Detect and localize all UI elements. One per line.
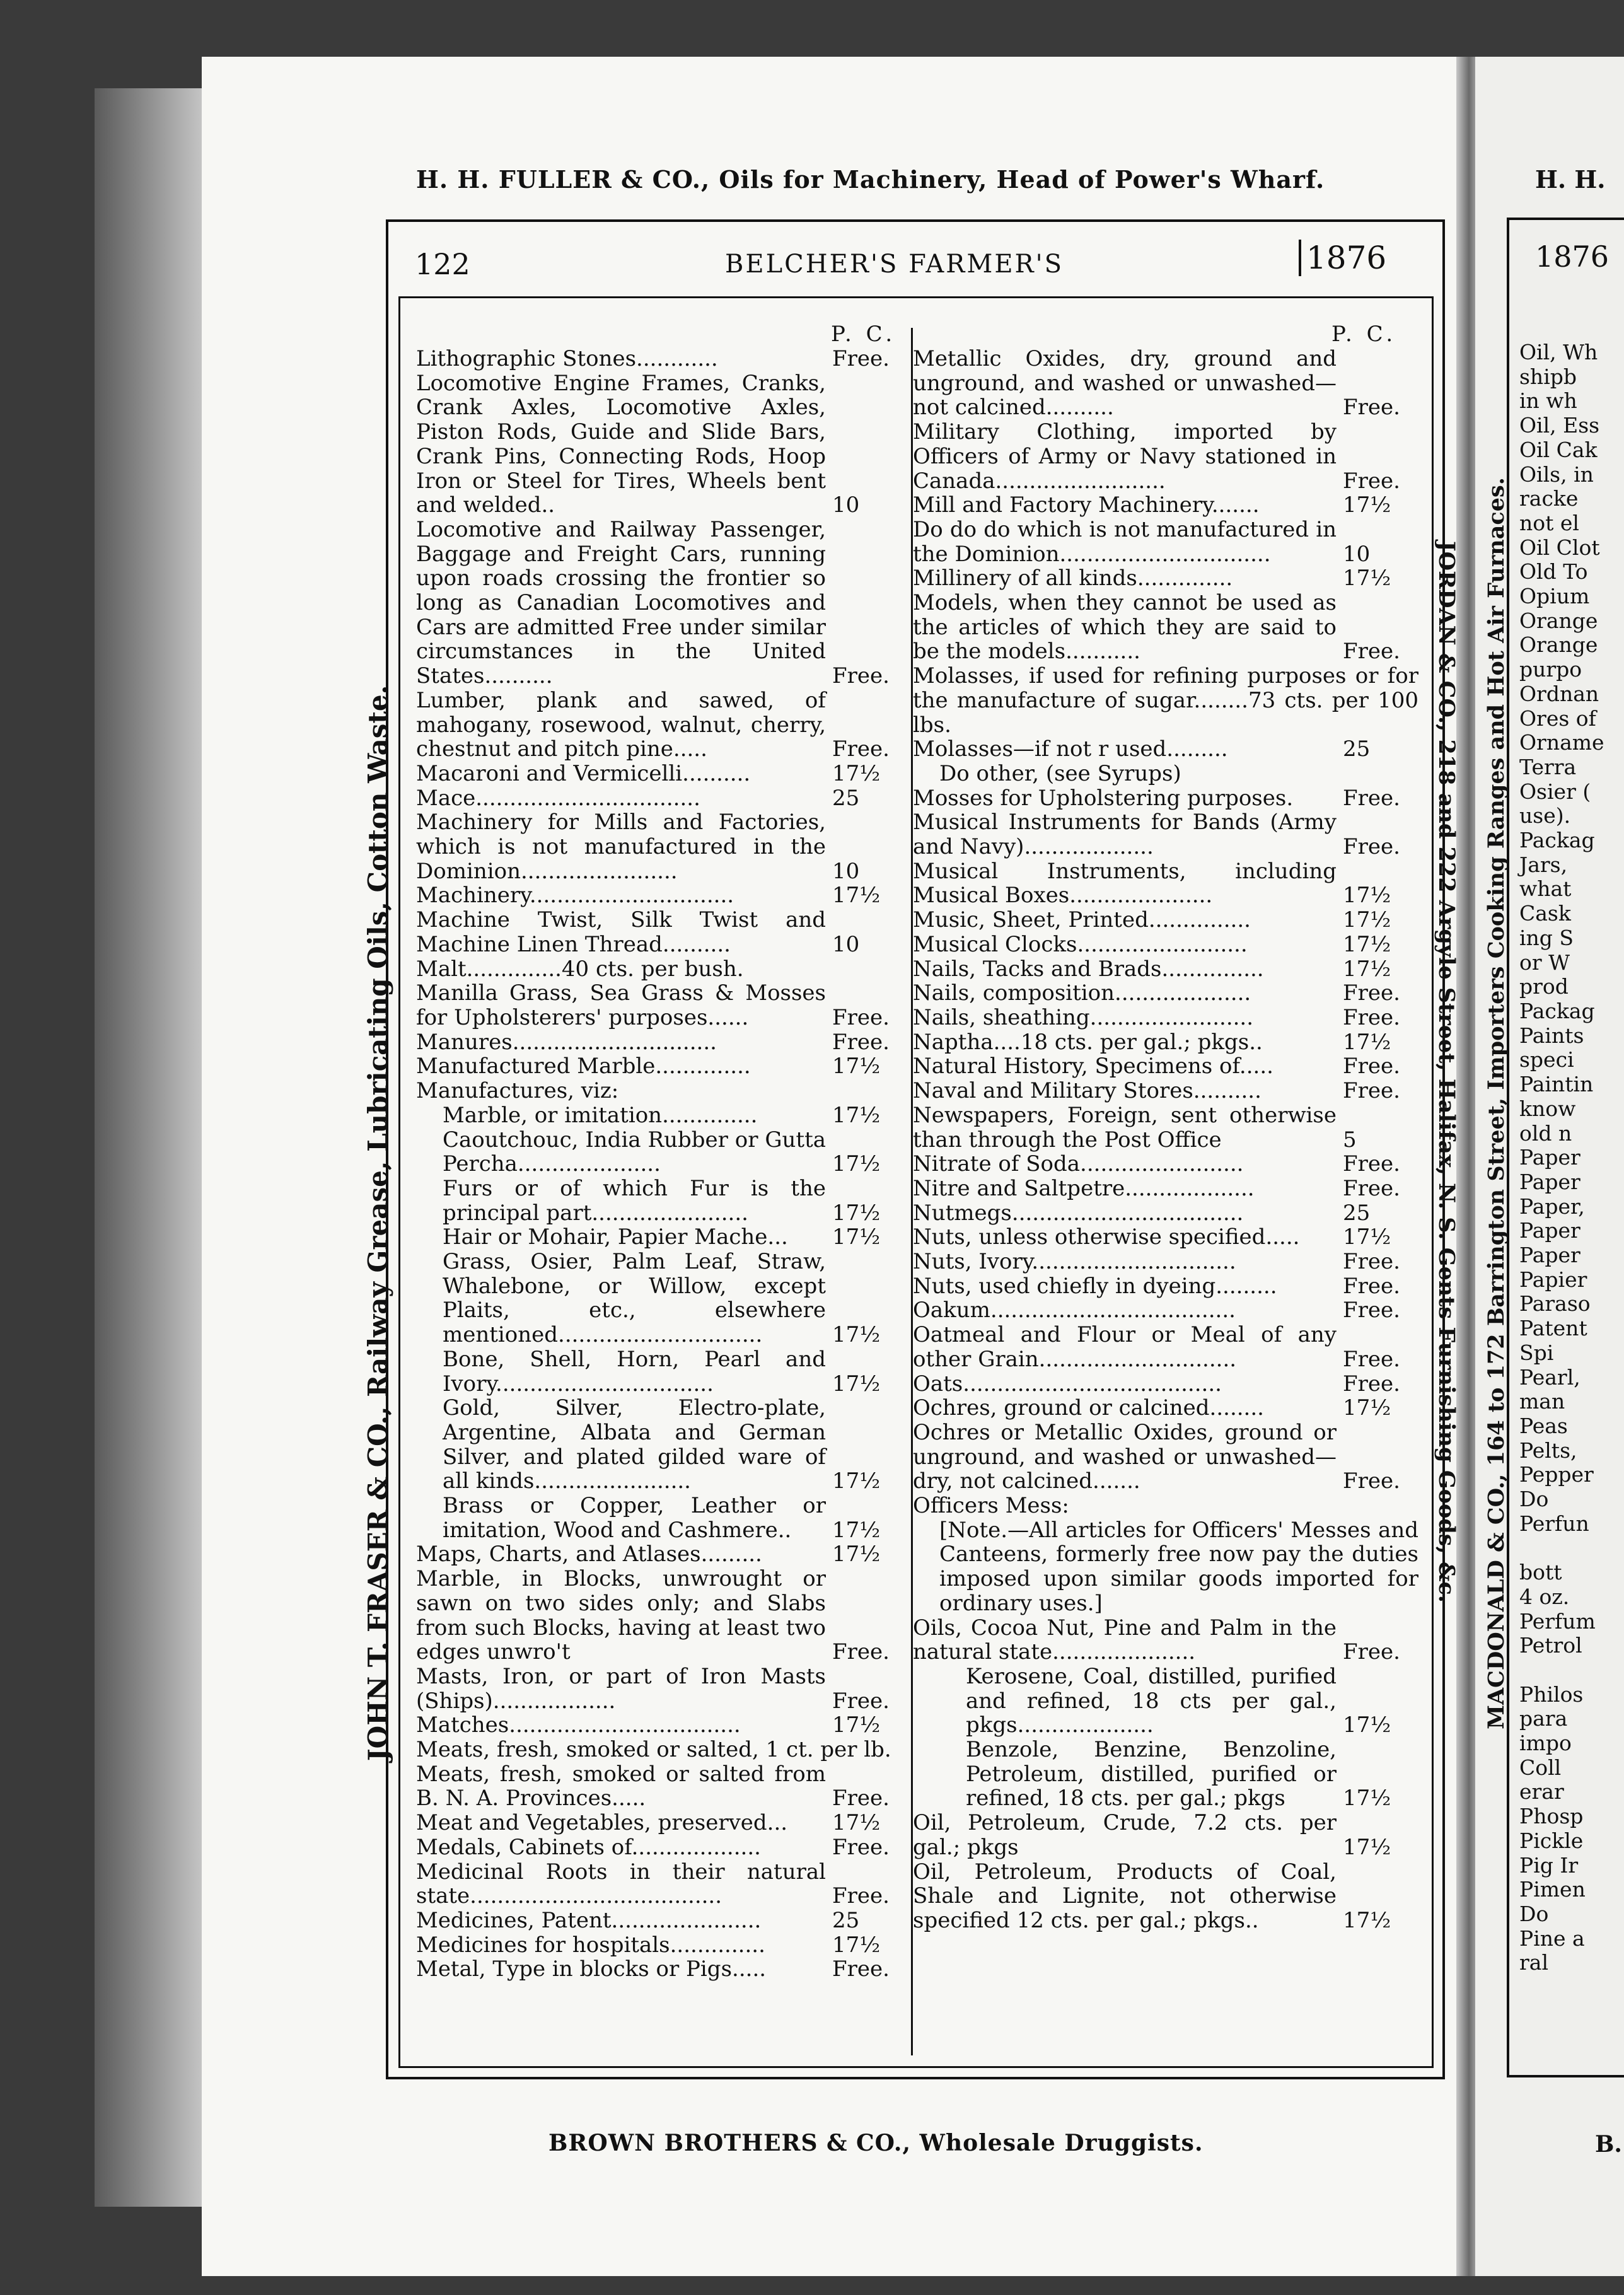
tariff-entry	[913, 1201, 1418, 1226]
adjacent-page-line: Osier (	[1519, 779, 1591, 804]
tariff-entry-rate: Free.	[1343, 1004, 1400, 1030]
adjacent-page-line: Jars,	[1519, 852, 1568, 877]
adjacent-page-line: Petrol	[1519, 1633, 1582, 1658]
tariff-entry-text: Locomotive and Railway Passenger, Baggage and Freight Cars, running upon roads crossing the frontier so long as Canadian Locomotives and Cars are admitted Free under similar circumstances in the United States..........	[416, 516, 826, 689]
tariff-entry-text: Mill and Factory Machinery.......	[913, 492, 1260, 518]
adjacent-page-line: speci	[1519, 1047, 1574, 1072]
tariff-entry	[913, 1811, 1418, 1859]
tariff-entry-text: Matches..................................	[416, 1712, 741, 1738]
tariff-entry	[913, 762, 1418, 786]
adjacent-page-year: 1876	[1535, 240, 1610, 274]
tariff-entry-text: Oats......................................	[913, 1371, 1222, 1397]
adjacent-page-line: ral	[1519, 1950, 1549, 1975]
tariff-entry-rate: 17½	[832, 1712, 881, 1738]
tariff-entry-rate: Free.	[1343, 785, 1400, 811]
tariff-entry	[913, 737, 1418, 762]
tariff-entry	[416, 371, 908, 518]
tariff-entry	[416, 347, 908, 371]
adjacent-page-line: know	[1519, 1096, 1576, 1121]
tariff-entry-text: Nails, composition....................	[913, 980, 1251, 1006]
adjacent-page-lines	[1519, 340, 1604, 1975]
adjacent-page-line: erar	[1519, 1779, 1564, 1804]
tariff-entry-text: Maps, Charts, and Atlases.........	[416, 1542, 762, 1567]
tariff-entry-rate: Free.	[1343, 639, 1400, 665]
tariff-entry	[416, 518, 908, 688]
tariff-entry-rate: 17½	[1343, 1908, 1391, 1933]
tariff-entry	[416, 1225, 908, 1250]
tariff-entry-rate: 17½	[832, 1102, 881, 1128]
tariff-entry	[416, 1713, 908, 1738]
tariff-entry-text: Medicines for hospitals..............	[416, 1932, 765, 1958]
adjacent-page-line: Papier	[1519, 1267, 1587, 1292]
tariff-entry-text: Oil, Petroleum, Crude, 7.2 cts. per gal.; pkgs	[913, 1810, 1337, 1860]
tariff-entry-rate: 17½	[1343, 1395, 1391, 1421]
tariff-entry-text: Ochres, ground or calcined........	[913, 1395, 1264, 1421]
tariff-entry-text: Medicines, Patent......................	[416, 1908, 762, 1933]
adjacent-page-line: ing S	[1519, 925, 1574, 950]
tariff-entry-text: Models, when they cannot be used as the articles of which they are said to be the models...........	[913, 590, 1337, 665]
tariff-entry-text: Nuts, unless otherwise specified.....	[913, 1224, 1300, 1250]
tariff-entry-rate: 17½	[832, 1224, 881, 1250]
tariff-entry	[416, 1860, 908, 1909]
tariff-entry-text: Do do do which is not manufactured in the Dominion...............................	[913, 516, 1337, 567]
tariff-entry-rate: Free.	[1343, 1249, 1400, 1275]
tariff-entry	[416, 1030, 908, 1055]
tariff-entry-rate: 17½	[1343, 492, 1391, 518]
tariff-entry-rate: Free.	[1343, 1468, 1400, 1494]
tariff-entry-rate: Free.	[1343, 1175, 1400, 1201]
adjacent-page-line: Pine a	[1519, 1926, 1585, 1951]
tariff-entry-rate: Free.	[832, 1688, 890, 1714]
adjacent-page-line: Old To	[1519, 559, 1588, 584]
adjacent-page-line: Pickle	[1519, 1828, 1584, 1853]
tariff-entry-rate: 17½	[832, 1200, 881, 1226]
tariff-entry	[416, 1128, 908, 1177]
tariff-entry-rate: 17½	[832, 1468, 881, 1494]
tariff-entry-rate: 17½	[832, 1517, 881, 1543]
tariff-entry-text: Marble, in Blocks, unwrought or sawn on two sides only; and Slabs from such Blocks, having at least two edges unwro't	[416, 1566, 826, 1665]
tariff-entry-text: Benzole, Benzine, Benzoline, Petroleum, distilled, purified or refined, 18 cts. per gal.; pkgs	[966, 1737, 1337, 1811]
adjacent-page-line: Do	[1519, 1902, 1549, 1926]
tariff-entry-rate: Free.	[832, 663, 890, 689]
tariff-entry-rate: 5	[1343, 1127, 1357, 1153]
adjacent-page-line: Paper	[1519, 1218, 1580, 1243]
adjacent-page-line: not el	[1519, 510, 1579, 535]
tariff-entry-text: Manufactured Marble..............	[416, 1054, 751, 1079]
tariff-entry-text: Nails, Tacks and Brads...............	[913, 956, 1264, 982]
tariff-entry	[416, 1347, 908, 1396]
tariff-entry-text: Nitrate of Soda........................	[913, 1151, 1244, 1177]
tariff-entry-rate: Free.	[832, 1786, 890, 1811]
tariff-entry-rate: 17½	[832, 883, 881, 909]
tariff-entry-text: Oatmeal and Flour or Meal of any other Grain.............................	[913, 1322, 1337, 1372]
tariff-entry	[913, 1177, 1418, 1201]
tariff-entry-text: Medicinal Roots in their natural state.....................................	[416, 1859, 826, 1909]
adjacent-page-line: Packag	[1519, 828, 1595, 853]
adjacent-page-line: Philos	[1519, 1682, 1584, 1707]
tariff-entry-rate: 17½	[1343, 566, 1391, 591]
adjacent-page-bottom-ad: B.	[1595, 2131, 1622, 2158]
tariff-entry-rate: Free.	[832, 1004, 890, 1030]
tariff-entry	[416, 1665, 908, 1713]
tariff-entry-text: Metal, Type in blocks or Pigs.....	[416, 1956, 767, 1982]
adjacent-page-line: Coll	[1519, 1755, 1562, 1780]
tariff-entry-rate: Free.	[1343, 1298, 1400, 1323]
tariff-entry	[913, 566, 1418, 591]
tariff-entry-text: Naval and Military Stores..........	[913, 1078, 1262, 1104]
adjacent-page-line: Paper,	[1519, 1194, 1585, 1219]
tariff-entry-text: Ochres or Metallic Oxides, ground or unground, and washed or unwashed—dry, not calcined.......	[913, 1419, 1337, 1494]
tariff-entry-text: Gold, Silver, Electro-plate, Argentine, Albata and German Silver, and plated gilded ware of all kinds.......................	[443, 1395, 826, 1494]
adjacent-page-line: Orname	[1519, 730, 1604, 755]
tariff-entry-rate: 17½	[1343, 1224, 1391, 1250]
tariff-entry-text: Meats, fresh, smoked or salted, 1 ct. per lb.	[416, 1737, 891, 1763]
tariff-entry-rate: Free.	[1343, 395, 1400, 421]
tariff-entry	[416, 1396, 908, 1494]
tariff-entry	[416, 688, 908, 762]
tariff-entry-rate: 17½	[832, 1542, 881, 1567]
tariff-entry	[416, 981, 908, 1030]
tariff-entry	[913, 908, 1418, 933]
adjacent-page-line: Terra	[1519, 754, 1577, 779]
running-title: BELCHER'S FARMER'S	[725, 250, 1064, 279]
tariff-entry	[416, 1957, 908, 1982]
tariff-entry-rate: 17½	[832, 1054, 881, 1079]
right-margin-advertisement-macdonald: MACDONALD & CO., 164 to 172 Barrington Street, Importers Cooking Ranges and Hot Air Furnaces.	[1483, 477, 1509, 1729]
tariff-entry	[416, 908, 908, 956]
tariff-entry-text: Brass or Copper, Leather or imitation, Wood and Cashmere..	[443, 1493, 826, 1543]
tariff-entry	[913, 420, 1418, 493]
tariff-entry-rate: 17½	[1343, 956, 1391, 982]
tariff-entry	[913, 1250, 1418, 1274]
tariff-entry	[416, 1054, 908, 1079]
tariff-entry	[913, 810, 1418, 859]
tariff-entry-text: Do other, (see Syrups)	[939, 760, 1181, 786]
tariff-entry-text: Mosses for Upholstering purposes.	[913, 785, 1294, 811]
tariff-entry-text: Manilla Grass, Sea Grass & Mosses for Upholsterers' purposes......	[416, 980, 826, 1030]
tariff-entry-rate: Free.	[832, 1639, 890, 1665]
tariff-entry	[416, 1835, 908, 1860]
adjacent-page-line: Oil Cak	[1519, 437, 1598, 462]
tariff-entry-rate: 17½	[1343, 1712, 1391, 1738]
adjacent-page-line: Pepper	[1519, 1462, 1594, 1487]
adjacent-page-line: Ores of	[1519, 706, 1596, 731]
left-margin-advertisement: JOHN T. FRASER & CO., Railway Grease, Lubricating Oils, Cotton Waste.	[362, 685, 393, 1762]
adjacent-page-line: Pelts,	[1519, 1438, 1577, 1463]
tariff-entry	[913, 493, 1418, 518]
tariff-entry	[913, 786, 1418, 811]
adjacent-page-line: Oil Clot	[1519, 535, 1600, 560]
tariff-entry	[913, 859, 1418, 908]
tariff-entry	[913, 1518, 1418, 1616]
tariff-entry	[913, 1054, 1418, 1079]
adjacent-page-line: Perfun	[1519, 1511, 1589, 1536]
tariff-entry	[913, 1421, 1418, 1494]
tariff-entry	[416, 1103, 908, 1128]
adjacent-page-line: Pimen	[1519, 1877, 1586, 1902]
adjacent-page-line: use).	[1519, 803, 1571, 828]
tariff-entry-rate: 17½	[832, 1371, 881, 1397]
adjacent-page-line: Peas	[1519, 1413, 1568, 1438]
tariff-entry	[913, 1665, 1418, 1738]
tariff-entry	[913, 1274, 1418, 1299]
tariff-entry	[913, 1006, 1418, 1030]
tariff-entry-text: Officers Mess:	[913, 1493, 1069, 1519]
adjacent-page-line: bott	[1519, 1560, 1562, 1585]
tariff-entry-text: Millinery of all kinds..............	[913, 566, 1233, 591]
tariff-entry-text: Oakum....................................	[913, 1298, 1236, 1323]
tariff-entry-text: Bone, Shell, Horn, Pearl and Ivory................................	[443, 1346, 826, 1397]
tariff-entry-text: Kerosene, Coal, distilled, purified and refined, 18 cts per gal., pkgs....................	[966, 1663, 1337, 1738]
adjacent-page-line: Paraso	[1519, 1291, 1591, 1316]
tariff-entry	[913, 1396, 1418, 1421]
adjacent-page-line: in wh	[1519, 388, 1577, 414]
tariff-entry-rate: 17½	[1343, 1834, 1391, 1860]
adjacent-page-line: Orange	[1519, 632, 1598, 658]
tariff-entry-text: Nuts, used chiefly in dyeing.........	[913, 1273, 1277, 1299]
tariff-entry-text: Oil, Petroleum, Products of Coal, Shale and Lignite, not otherwise specified 12 cts. per gal.; pkgs..	[913, 1859, 1337, 1933]
tariff-entry	[913, 1738, 1418, 1811]
tariff-entry-text: Marble, or imitation..............	[443, 1102, 758, 1128]
adjacent-page-line: Cask	[1519, 901, 1571, 926]
tariff-entry-text: Masts, Iron, or part of Iron Masts (Ships)..................	[416, 1663, 826, 1714]
tariff-entry-text: Machinery for Mills and Factories, which is not manufactured in the Dominion.......................	[416, 810, 826, 884]
adjacent-page-line: Pig Ir	[1519, 1852, 1579, 1878]
tariff-entry-rate: Free.	[1343, 1639, 1400, 1665]
tariff-entry-text: Nails, sheathing........................	[913, 1004, 1254, 1030]
tariff-entry-rate: Free.	[1343, 468, 1400, 494]
adjacent-page-line: Paintin	[1519, 1072, 1594, 1097]
tariff-entry-rate: 25	[1343, 736, 1371, 762]
tariff-entry	[913, 664, 1418, 737]
tariff-entry	[416, 1811, 908, 1835]
tariff-entry-text: Manures..............................	[416, 1029, 717, 1055]
tariff-entry-text: Newspapers, Foreign, sent otherwise than through the Post Office	[913, 1102, 1337, 1153]
adjacent-page-line: Paints	[1519, 1023, 1584, 1048]
tariff-entry	[913, 518, 1418, 566]
tariff-entry-rate: 17½	[1343, 931, 1391, 957]
tariff-entry-text: Oils, Cocoa Nut, Pine and Palm in the natural state.....................	[913, 1615, 1337, 1665]
adjacent-page-line: Oils, in	[1519, 462, 1594, 487]
adjacent-page-line: Pearl,	[1519, 1364, 1580, 1390]
tariff-entry-rate: 10	[832, 858, 860, 884]
tariff-entry-rate: 17½	[1343, 907, 1391, 933]
tariff-entry	[416, 1250, 908, 1347]
tariff-entry-text: Molasses, if used for refining purposes or for the manufacture of sugar........73 cts. per 100 lbs.	[913, 663, 1418, 738]
tariff-entry-text: Medals, Cabinets of...................	[416, 1834, 761, 1860]
tariff-entry-rate: Free.	[832, 346, 890, 371]
tariff-entry-rate: Free.	[832, 1834, 890, 1860]
tariff-entry-text: Manufactures, viz:	[416, 1078, 619, 1104]
tariff-entry-text: Nuts, Ivory..............................	[913, 1249, 1236, 1275]
adjacent-page-line: Orange	[1519, 608, 1598, 633]
tariff-entry-text: Nutmegs..................................	[913, 1200, 1244, 1226]
tariff-entry-text: Molasses—if not r used.........	[913, 736, 1228, 762]
adjacent-page-line: Paper	[1519, 1145, 1580, 1170]
tariff-entry-rate: 25	[1343, 1200, 1371, 1226]
tariff-entry-rate: 10	[1343, 541, 1371, 567]
adjacent-page-line	[1519, 1658, 1604, 1683]
tariff-entry-text: Meat and Vegetables, preserved...	[416, 1810, 788, 1836]
right-margin-advertisement-jordan: JORDAN & CO., 218 and 222 Argyle Street, Halifax, N. S. Gents Furnishing Goods, &c.	[1434, 541, 1459, 1603]
tariff-entry-rate: Free.	[832, 736, 890, 762]
tariff-entry-text: Lithographic Stones............	[416, 346, 718, 371]
adjacent-page-line: man	[1519, 1389, 1565, 1414]
tariff-entry-rate: 25	[832, 785, 860, 811]
tariff-entry-rate: Free.	[1343, 1346, 1400, 1372]
tariff-entry	[416, 1933, 908, 1958]
tariff-entry-rate: 25	[832, 1908, 860, 1933]
tariff-entry-text: Nitre and Saltpetre...................	[913, 1175, 1255, 1201]
tariff-entry-rate: Free.	[832, 1883, 890, 1909]
tariff-entry	[913, 1616, 1418, 1665]
tariff-entry-text: Musical Instruments, including Musical Boxes.....................	[913, 858, 1337, 909]
adjacent-page-line: Packag	[1519, 998, 1595, 1023]
tariff-entry	[416, 1762, 908, 1811]
adjacent-page-line: para	[1519, 1706, 1568, 1731]
tariff-entry	[913, 347, 1418, 420]
tariff-entry	[913, 1298, 1418, 1323]
tariff-entry	[913, 957, 1418, 982]
adjacent-page-line: Opium	[1519, 584, 1590, 609]
tariff-entry	[913, 933, 1418, 957]
tariff-entry-text: Caoutchouc, India Rubber or Gutta Percha.....................	[443, 1127, 826, 1177]
tariff-entry-text: Meats, fresh, smoked or salted from B. N. A. Provinces.....	[416, 1761, 826, 1811]
tariff-entry-text: Music, Sheet, Printed...............	[913, 907, 1251, 933]
adjacent-page-line: Perfum	[1519, 1608, 1596, 1634]
tariff-entry-text: Natural History, Specimens of.....	[913, 1054, 1273, 1079]
tariff-entry	[416, 1738, 908, 1762]
tariff-entry	[416, 762, 908, 786]
tariff-entry-rate: Free.	[1343, 980, 1400, 1006]
tariff-entry-rate: Free.	[1343, 834, 1400, 860]
tariff-entry	[416, 957, 908, 982]
tariff-entry	[416, 1567, 908, 1665]
tariff-entry-text: Musical Clocks.........................	[913, 931, 1248, 957]
adjacent-page-top-ad: H. H.	[1535, 165, 1606, 194]
tariff-entry-text: Lumber, plank and sawed, of mahogany, rosewood, walnut, cherry, chestnut and pitch pine.....	[416, 687, 826, 762]
tariff-entry-rate: 17½	[832, 760, 881, 786]
adjacent-page-line: Paper	[1519, 1243, 1580, 1268]
tariff-entry-rate: 17½	[1343, 1029, 1391, 1055]
tariff-entry-rate: 17½	[832, 1932, 881, 1958]
tariff-entry	[913, 1494, 1418, 1518]
tariff-entry-rate: 17½	[1343, 883, 1391, 909]
tariff-entry	[913, 591, 1418, 664]
tariff-entry	[416, 786, 908, 811]
tariff-entry-text: Furs or of which Fur is the principal part.......................	[443, 1175, 826, 1226]
adjacent-page-line: Phosp	[1519, 1804, 1584, 1829]
tariff-entry-rate: Free.	[1343, 1054, 1400, 1079]
adjacent-page-line: what	[1519, 876, 1572, 902]
tariff-entry	[416, 810, 908, 883]
header-year: 1876	[1299, 240, 1386, 276]
adjacent-page-line: Do	[1519, 1487, 1549, 1512]
tariff-entry	[913, 1103, 1418, 1152]
tariff-entry-text: Grass, Osier, Palm Leaf, Straw, Whalebone, or Willow, except Plaits, etc., elsewhere mentioned..............................	[443, 1249, 826, 1348]
tariff-entry-rate: Free.	[832, 1956, 890, 1982]
adjacent-page-line: shipb	[1519, 364, 1577, 389]
tariff-entry-rate: 17½	[832, 1151, 881, 1177]
rate-heading-right: P. C.	[1331, 322, 1397, 347]
adjacent-page-line: prod	[1519, 974, 1569, 999]
top-advertisement: H. H. FULLER & CO., Oils for Machinery, Head of Power's Wharf.	[416, 165, 1325, 194]
tariff-entry-rate: 10	[832, 931, 860, 957]
tariff-entry-text: Hair or Mohair, Papier Mache...	[443, 1224, 788, 1250]
adjacent-page-line	[1519, 1536, 1604, 1560]
tariff-entry-rate: Free.	[1343, 1273, 1400, 1299]
tariff-entry-rate: Free.	[832, 1029, 890, 1055]
adjacent-page-line: or W	[1519, 950, 1570, 975]
page-number: 122	[415, 247, 470, 281]
tariff-entry-text: Mace.................................	[416, 785, 700, 811]
tariff-entry-rate: Free.	[1343, 1151, 1400, 1177]
tariff-entry	[416, 1494, 908, 1542]
adjacent-page-line: impo	[1519, 1731, 1572, 1756]
tariff-entry	[416, 1079, 908, 1103]
tariff-entry	[913, 1225, 1418, 1250]
tariff-column-left	[416, 347, 908, 1982]
tariff-entry	[913, 1152, 1418, 1177]
tariff-entry-text: Machinery..............................	[416, 883, 734, 909]
adjacent-page-line: Oil, Wh	[1519, 340, 1598, 364]
rate-heading-left: P. C.	[831, 322, 896, 347]
tariff-entry-rate: Free.	[1343, 1371, 1400, 1397]
bottom-advertisement: BROWN BROTHERS & CO., Wholesale Druggists.	[548, 2130, 1204, 2156]
tariff-entry-rate: 10	[832, 492, 860, 518]
adjacent-page-line: Spi	[1519, 1340, 1554, 1365]
tariff-entry-text: Naptha....18 cts. per gal.; pkgs..	[913, 1029, 1263, 1055]
tariff-entry	[416, 883, 908, 908]
adjacent-page-line: Ordnan	[1519, 681, 1599, 706]
tariff-entry-text: Machine Twist, Silk Twist and Machine Linen Thread..........	[416, 907, 826, 957]
tariff-entry-rate: 17½	[832, 1810, 881, 1836]
tariff-entry-text: Malt..............40 cts. per bush.	[416, 956, 744, 982]
tariff-entry-text: [Note.—All articles for Officers' Messes and Canteens, formerly free now pay the duties imposed upon similar goods imported for ordinary uses.]	[939, 1517, 1418, 1616]
tariff-entry	[913, 1372, 1418, 1397]
tariff-entry-text: Musical Instruments for Bands (Army and Navy)...................	[913, 810, 1337, 860]
tariff-entry	[913, 1079, 1418, 1103]
adjacent-page-line: purpo	[1519, 657, 1582, 682]
tariff-entry	[913, 981, 1418, 1006]
tariff-entry	[913, 1323, 1418, 1371]
tariff-entry-text: Macaroni and Vermicelli..........	[416, 760, 751, 786]
tariff-entry-text: Military Clothing, imported by Officers of Army or Navy stationed in Canada.........................	[913, 419, 1337, 494]
tariff-entry-rate: 17½	[832, 1322, 881, 1348]
tariff-entry	[913, 1030, 1418, 1055]
tariff-entry	[416, 1177, 908, 1225]
adjacent-page-line: old n	[1519, 1120, 1572, 1146]
tariff-entry-text: Metallic Oxides, dry, ground and unground, and washed or unwashed—not calcined..........	[913, 346, 1337, 421]
tariff-entry-rate: Free.	[1343, 1078, 1400, 1104]
tariff-entry	[416, 1542, 908, 1567]
adjacent-page-line: Paper	[1519, 1169, 1580, 1194]
tariff-entry	[913, 1860, 1418, 1933]
tariff-entry-rate: 17½	[1343, 1786, 1391, 1811]
tariff-entry-text: Locomotive Engine Frames, Cranks, Crank Axles, Locomotive Axles, Piston Rods, Guide and Slide Bars, Crank Pins, Connecting Rods, Hoop Iron or Steel for Tires, Wheels bent and welded..	[416, 370, 826, 518]
adjacent-page-line: Oil, Ess	[1519, 413, 1600, 438]
adjacent-page-line: 4 oz.	[1519, 1584, 1570, 1609]
adjacent-page-line: Patent	[1519, 1316, 1587, 1341]
adjacent-page-line: racke	[1519, 486, 1579, 511]
tariff-column-right	[913, 347, 1418, 1933]
tariff-entry	[416, 1909, 908, 1933]
